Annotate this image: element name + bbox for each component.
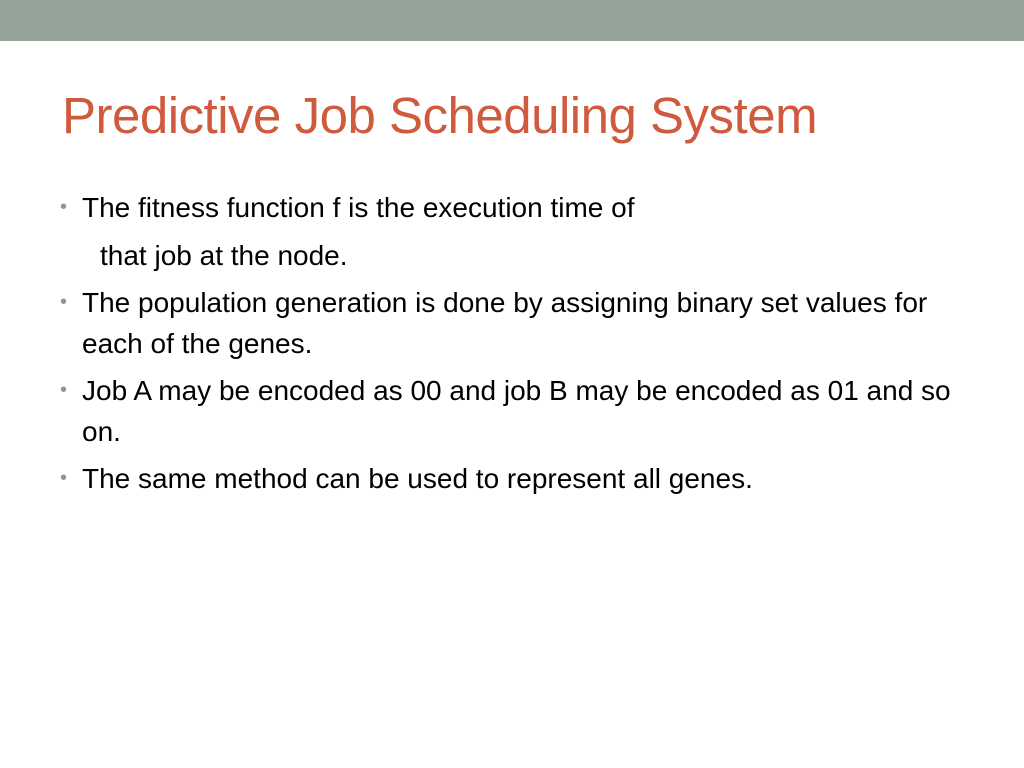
bullet-item [60, 282, 980, 364]
bullet-item [60, 370, 980, 452]
bullet-text: The population generation is done by assigning binary set values for each of the genes. [82, 287, 928, 359]
bullet-text: Job A may be encoded as 00 and job B may be encoded as 01 and so on. [82, 375, 951, 447]
bullet-item [60, 187, 980, 276]
bullet-text: The fitness function f is the execution time of [82, 192, 635, 223]
bullet-dot-icon: • [60, 379, 68, 401]
bullet-dot-icon: • [60, 291, 68, 313]
bullet-list [60, 187, 980, 505]
top-accent-band [0, 0, 1024, 41]
bullet-continuation-text: that job at the node. [100, 240, 348, 271]
bullet-text: The same method can be used to represent all genes. [82, 463, 753, 494]
bullet-dot-icon: • [60, 467, 68, 489]
slide-title: Predictive Job Scheduling System [62, 87, 818, 144]
bullet-item [60, 458, 980, 499]
bullet-dot-icon: • [60, 196, 68, 218]
